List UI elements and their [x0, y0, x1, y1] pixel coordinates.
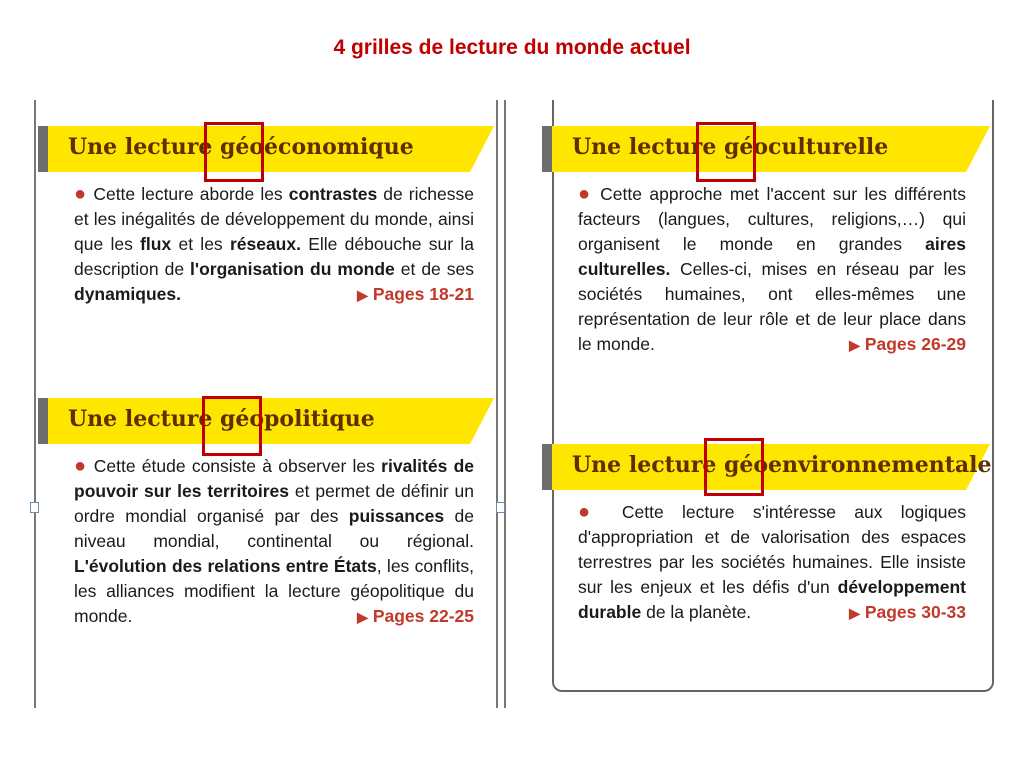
geo-highlight-box	[696, 122, 756, 182]
body-text: de niveau mondial, continental ou régional.	[74, 506, 474, 551]
body-text: de la planète.	[641, 602, 752, 622]
body-bold: rivalités de pouvoir sur les territoires	[74, 456, 474, 501]
section-body	[578, 182, 966, 357]
geo-highlight-box	[704, 438, 764, 496]
banner-left-bar	[542, 444, 552, 490]
triangle-right-icon: ▶	[849, 337, 860, 353]
pages-link[interactable]	[849, 332, 966, 358]
pages-link[interactable]	[357, 604, 474, 630]
body-text: et de ses	[394, 259, 474, 279]
section-body	[74, 182, 474, 307]
pages-link[interactable]	[849, 600, 966, 626]
section-geoculturelle	[538, 126, 990, 358]
pages-label: Pages 26-29	[864, 334, 966, 354]
red-dot-bullet-icon: ●	[74, 455, 88, 477]
body-text: , les conflits, les alliances modifient la lecture géopolitique du monde.	[74, 556, 474, 626]
banner-left-bar	[38, 126, 48, 172]
section-banner	[538, 126, 990, 172]
body-text: Cette lecture s'intéresse aux logiques d'appropriation et de valorisation des espaces terrestres par les sociétés humaines. Elle insiste sur les enjeux et les défis d'un	[578, 502, 966, 597]
section-heading: Une lecture géopolitique	[68, 406, 375, 432]
body-text: Elle débouche sur la description de	[74, 234, 474, 279]
body-text: Cette lecture aborde les	[93, 184, 289, 204]
left-column	[34, 100, 504, 708]
red-dot-bullet-icon: ●	[74, 183, 88, 205]
body-bold: réseaux.	[229, 234, 301, 254]
pages-label: Pages 30-33	[864, 602, 966, 622]
body-bold: L'évolution des relations entre États	[74, 556, 377, 576]
pages-label: Pages 18-21	[372, 284, 474, 304]
slide-title: 4 grilles de lecture du monde actuel	[333, 36, 691, 59]
banner-left-bar	[38, 398, 48, 444]
body-bold: l'organisation du monde	[190, 259, 395, 279]
geo-highlight-box	[202, 396, 262, 456]
body-bold: flux	[140, 234, 172, 254]
body-bold: développement durable	[578, 577, 966, 622]
body-text: de richesse et les inégalités de développement du monde, ainsi que les	[74, 184, 474, 254]
geo-highlight-box	[204, 122, 264, 182]
red-dot-bullet-icon: ●	[578, 183, 593, 205]
body-text: Cette étude consiste à observer les	[93, 456, 382, 476]
body-bold: dynamiques.	[74, 284, 181, 304]
pages-label: Pages 22-25	[372, 606, 474, 626]
body-bold: aires culturelles.	[578, 234, 966, 279]
section-heading: Une lecture géoculturelle	[572, 134, 889, 160]
section-banner	[34, 398, 504, 444]
body-bold: puissances	[348, 506, 445, 526]
section-geoeconomique	[34, 126, 504, 308]
section-geoenvironnementale	[538, 444, 990, 626]
banner-left-bar	[542, 126, 552, 172]
section-heading: Une lecture géoéconomique	[68, 134, 414, 160]
red-dot-bullet-icon: ●	[578, 501, 604, 523]
triangle-right-icon: ▶	[357, 609, 368, 625]
body-text: Cette approche met l'accent sur les différents facteurs (langues, cultures, religions,…) qui organisent le monde en grandes	[578, 184, 966, 254]
triangle-right-icon: ▶	[357, 287, 368, 303]
section-geopolitique	[34, 398, 504, 630]
body-text: Celles-ci, mises en réseau par les sociétés humaines, ont elles-mêmes une représentation de leur rôle et de leur place dans le monde.	[578, 259, 966, 354]
triangle-right-icon: ▶	[849, 605, 860, 621]
section-banner	[538, 444, 990, 490]
body-text: et permet de définir un ordre mondial organisé par des	[74, 481, 474, 526]
body-bold: contrastes	[288, 184, 378, 204]
section-body	[578, 500, 966, 625]
section-heading: Une lecture géoenvironnementale	[572, 452, 992, 478]
body-text: et les	[171, 234, 230, 254]
pages-link[interactable]	[357, 282, 474, 308]
section-body	[74, 454, 474, 629]
section-banner	[34, 126, 504, 172]
right-column	[538, 100, 990, 692]
left-outer-border-line	[504, 100, 506, 708]
